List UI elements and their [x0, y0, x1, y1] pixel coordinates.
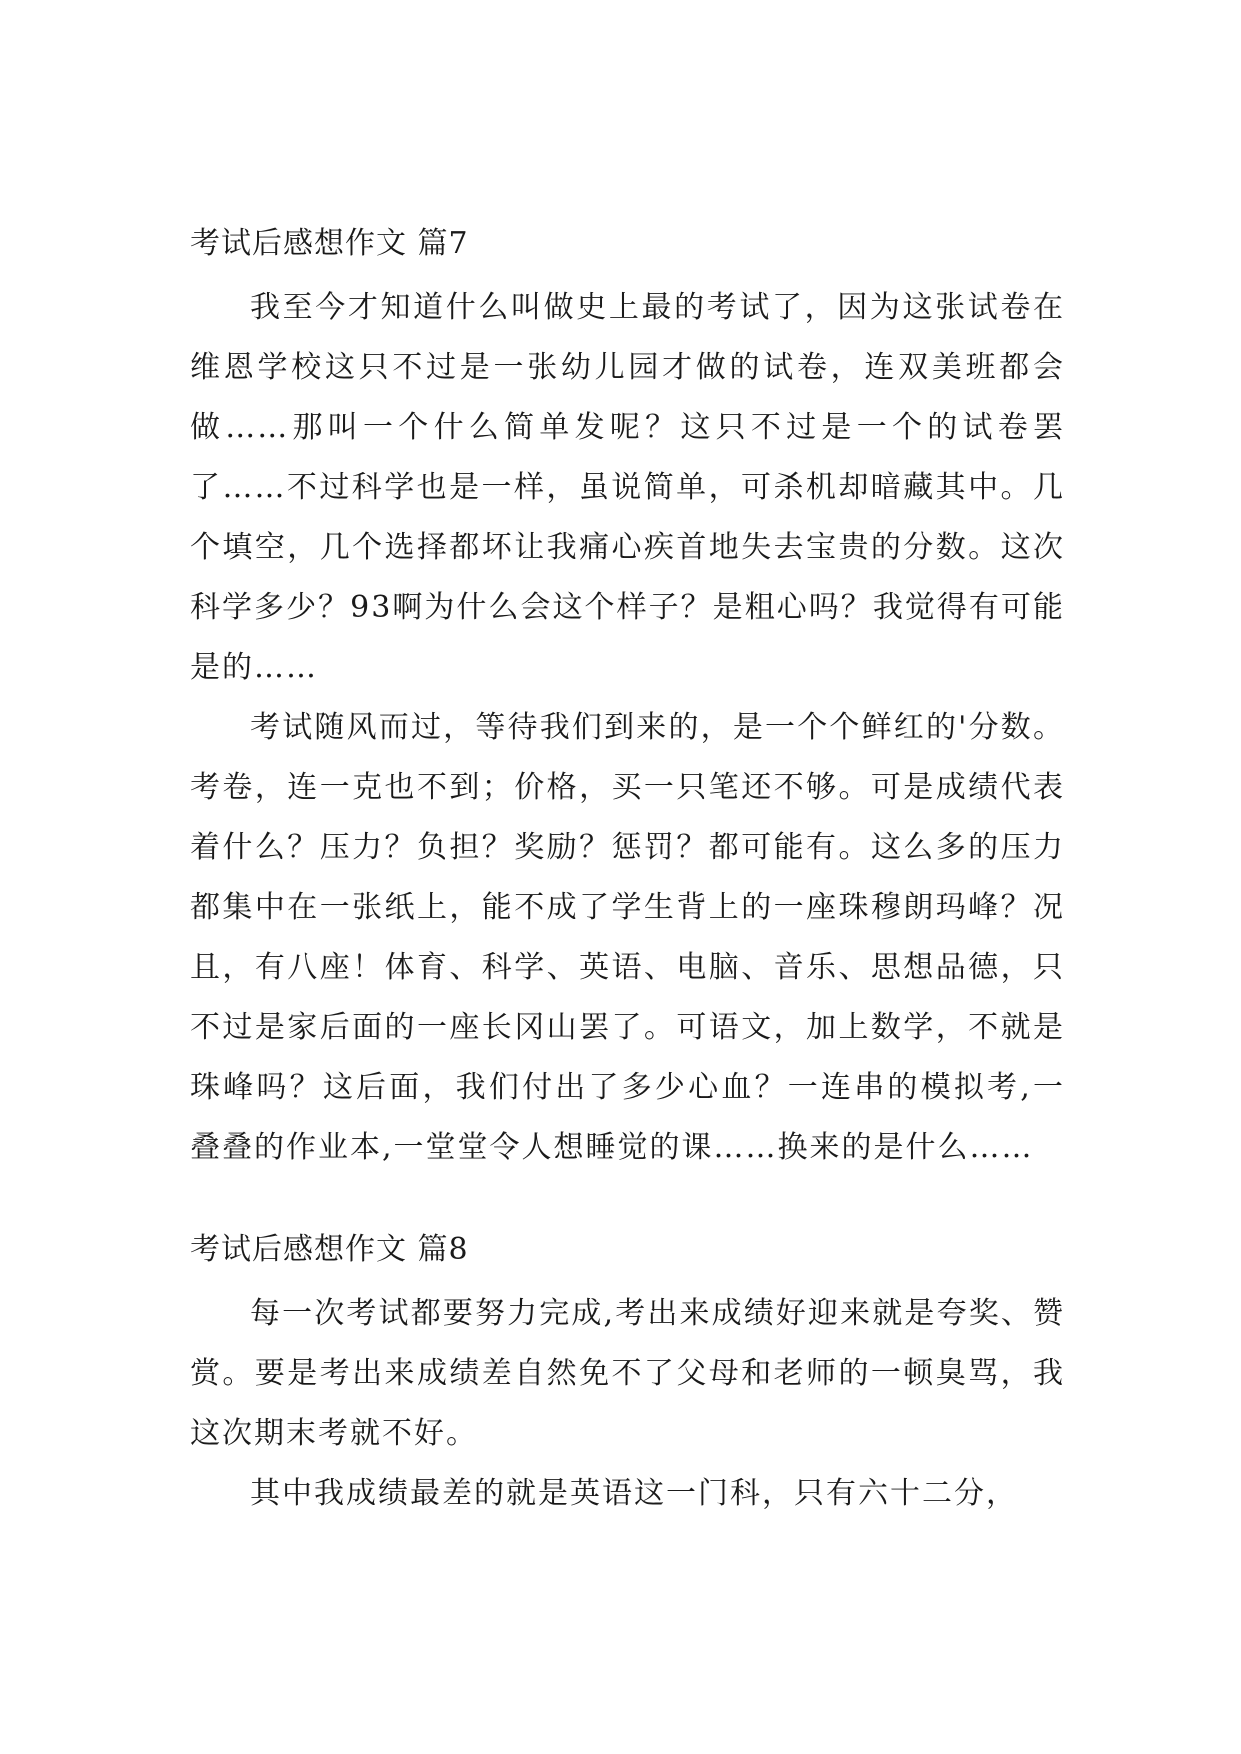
paragraph: 我至今才知道什么叫做史上最的考试了，因为这张试卷在维恩学校这只不过是一张幼儿园才做的试卷，连双美班都会做……那叫一个什么简单发呢？这只不过是一个的试卷罢了……不过科学也是一样，虽说简单，可杀机却暗藏其中。几个填空，几个选择都坏让我痛心疾首地失去宝贵的分数。这次科学多少？93啊为什么会这个样子？是粗心吗？我觉得有可能是的……: [190, 290, 1065, 685]
paragraph: 每一次考试都要努力完成,考出来成绩好迎来就是夸奖、赞赏。要是考出来成绩差自然免不了父母和老师的一顿臭骂，我这次期末考就不好。: [190, 1296, 1065, 1451]
essay-section-8: [190, 1226, 1065, 1524]
essay-section-7: [190, 220, 1065, 1178]
section-title: 考试后感想作文 篇7: [190, 226, 469, 261]
paragraph: 考试随风而过，等待我们到来的，是一个个鲜红的'分数。考卷，连一克也不到；价格，买一只笔还不够。可是成绩代表着什么？压力？负担？奖励？惩罚？都可能有。这么多的压力都集中在一张纸上，能不成了学生背上的一座珠穆朗玛峰？况且，有八座！体育、科学、英语、电脑、音乐、思想品德，只不过是家后面的一座长冈山罢了。可语文，加上数学，不就是珠峰吗？这后面，我们付出了多少心血？一连串的模拟考,一叠叠的作业本,一堂堂令人想睡觉的课……换来的是什么……: [190, 710, 1065, 1165]
document-body: [190, 220, 1065, 1572]
section-title: 考试后感想作文 篇8: [190, 1232, 469, 1267]
paragraph: 其中我成绩最差的就是英语这一门科，只有六十二分，: [250, 1476, 1018, 1511]
